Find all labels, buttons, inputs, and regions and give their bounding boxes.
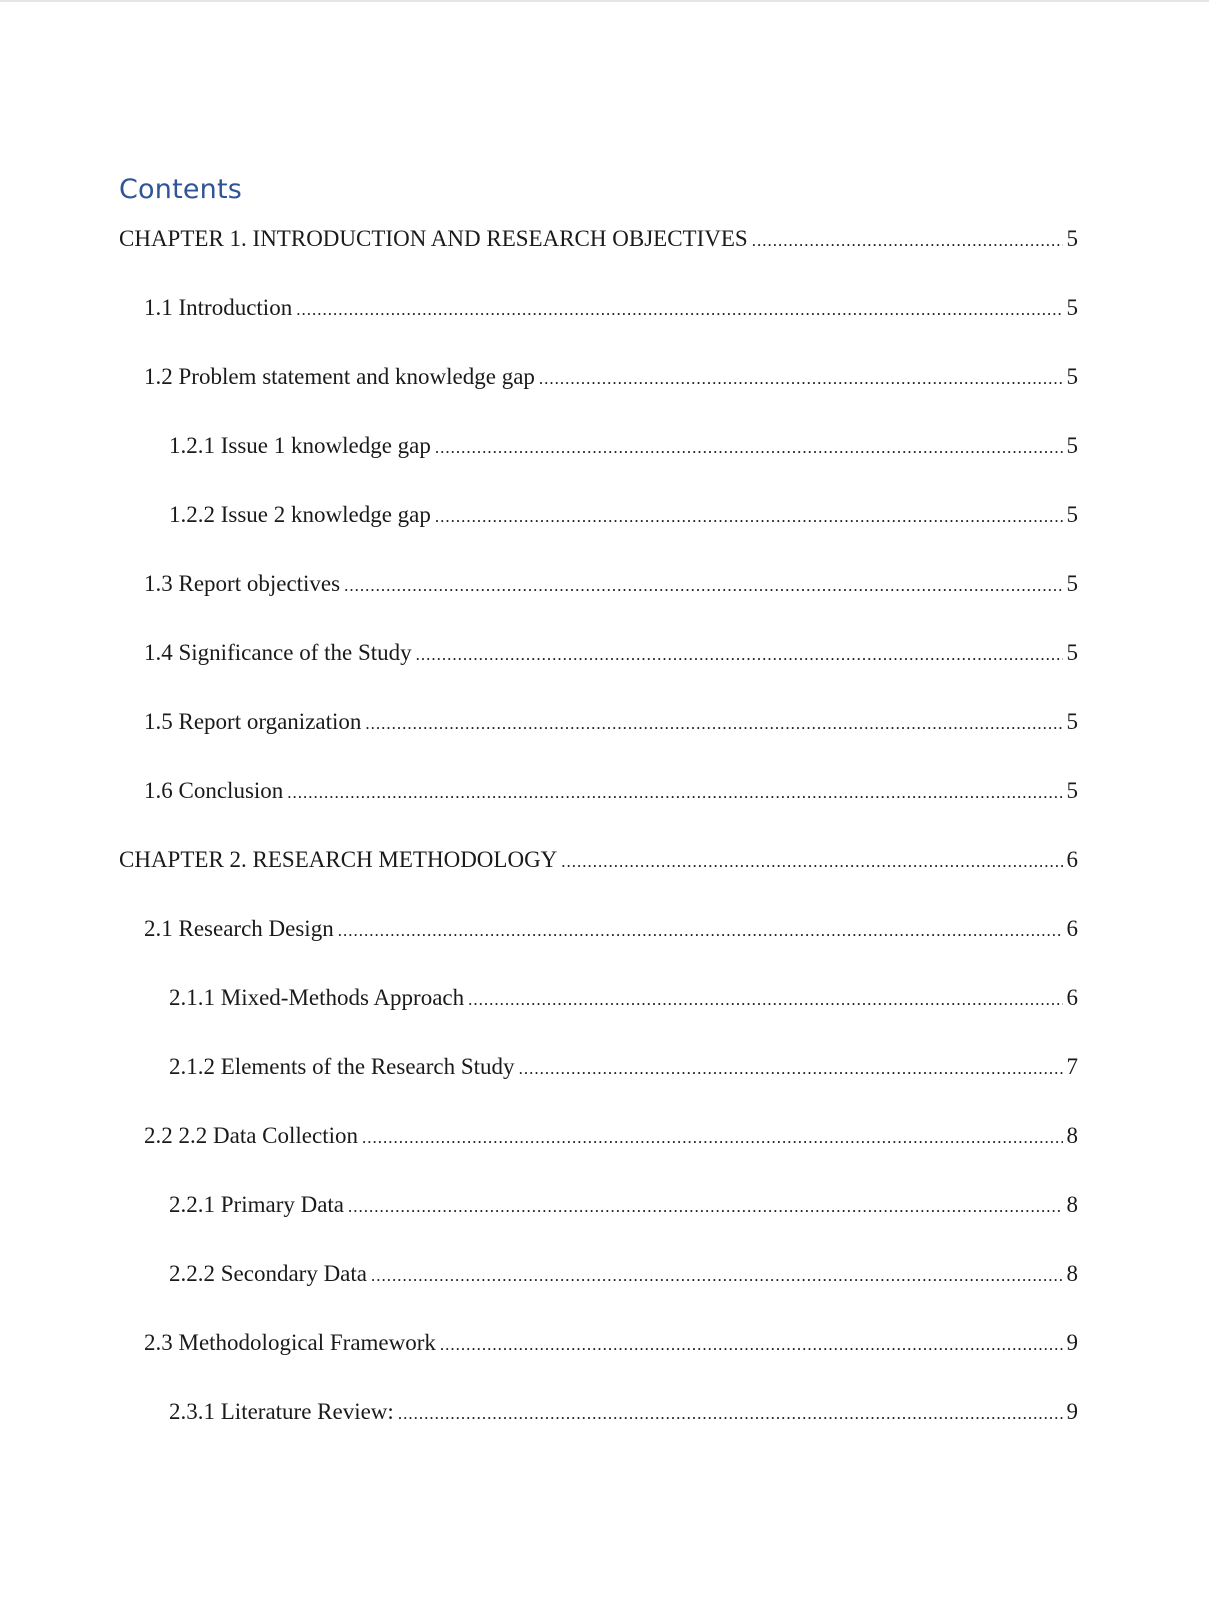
dot-leader	[539, 369, 1063, 389]
dot-leader	[365, 714, 1063, 734]
toc-entry[interactable]	[119, 226, 1078, 295]
toc-entry-page-number: 5	[1066, 226, 1078, 251]
toc-entry[interactable]	[119, 364, 1078, 433]
toc-entry[interactable]	[119, 778, 1078, 847]
dot-leader	[752, 231, 1063, 251]
dot-leader	[435, 438, 1063, 458]
dot-leader	[287, 783, 1063, 803]
toc-entry[interactable]	[119, 1330, 1078, 1399]
toc-entry[interactable]	[119, 640, 1078, 709]
table-of-contents	[119, 226, 1078, 1468]
toc-entry-page-number: 7	[1066, 1054, 1078, 1079]
toc-entry-page-number: 6	[1066, 985, 1078, 1010]
toc-entry-title: 2.1 Research Design	[144, 916, 334, 941]
toc-entry[interactable]	[119, 709, 1078, 778]
toc-entry-title: 2.2.2 Secondary Data	[169, 1261, 367, 1286]
toc-entry-page-number: 6	[1066, 916, 1078, 941]
dot-leader	[416, 645, 1063, 665]
toc-entry[interactable]	[119, 433, 1078, 502]
toc-entry-page-number: 5	[1066, 364, 1078, 389]
toc-entry[interactable]	[119, 502, 1078, 571]
toc-entry-page-number: 6	[1066, 847, 1078, 872]
toc-entry-title: 2.3.1 Literature Review:	[169, 1399, 394, 1424]
toc-entry-page-number: 5	[1066, 433, 1078, 458]
toc-heading: Contents	[119, 174, 243, 205]
dot-leader	[398, 1404, 1063, 1424]
toc-entry-page-number: 8	[1066, 1192, 1078, 1217]
toc-entry-page-number: 5	[1066, 571, 1078, 596]
toc-entry[interactable]	[119, 571, 1078, 640]
toc-entry-title: 1.2 Problem statement and knowledge gap	[144, 364, 535, 389]
dot-leader	[561, 852, 1063, 872]
dot-leader	[435, 507, 1063, 527]
toc-entry-title: 2.2.1 Primary Data	[169, 1192, 345, 1217]
dot-leader	[348, 1197, 1063, 1217]
dot-leader	[362, 1128, 1063, 1148]
toc-entry[interactable]	[119, 847, 1078, 916]
toc-entry-page-number: 5	[1066, 709, 1078, 734]
toc-entry-page-number: 8	[1066, 1123, 1078, 1148]
toc-entry-page-number: 5	[1066, 640, 1078, 665]
toc-entry[interactable]	[119, 1261, 1078, 1330]
toc-entry[interactable]	[119, 1054, 1078, 1123]
toc-entry-title: 2.1.1 Mixed-Methods Approach	[169, 985, 465, 1010]
toc-entry[interactable]	[119, 1192, 1078, 1261]
dot-leader	[338, 921, 1063, 941]
toc-entry-title: 1.6 Conclusion	[144, 778, 284, 803]
dot-leader	[296, 300, 1063, 320]
toc-entry[interactable]	[119, 1399, 1078, 1468]
toc-entry-page-number: 5	[1066, 778, 1078, 803]
dot-leader	[468, 990, 1063, 1010]
dot-leader	[344, 576, 1063, 596]
toc-entry-title: 1.5 Report organization	[144, 709, 362, 734]
toc-entry-title: 1.3 Report objectives	[144, 571, 341, 596]
dot-leader	[519, 1059, 1063, 1079]
toc-entry-page-number: 5	[1066, 502, 1078, 527]
toc-entry-page-number: 9	[1066, 1330, 1078, 1355]
toc-entry-title: 1.2.1 Issue 1 knowledge gap	[169, 433, 431, 458]
toc-entry[interactable]	[119, 295, 1078, 364]
toc-entry[interactable]	[119, 1123, 1078, 1192]
dot-leader	[440, 1335, 1063, 1355]
toc-entry-page-number: 8	[1066, 1261, 1078, 1286]
dot-leader	[371, 1266, 1063, 1286]
toc-entry-title: 1.2.2 Issue 2 knowledge gap	[169, 502, 431, 527]
toc-entry-title: 2.3 Methodological Framework	[144, 1330, 436, 1355]
toc-entry[interactable]	[119, 916, 1078, 985]
toc-entry-title: 2.1.2 Elements of the Research Study	[169, 1054, 515, 1079]
toc-entry-page-number: 5	[1066, 295, 1078, 320]
toc-entry-title: CHAPTER 2. RESEARCH METHODOLOGY	[119, 847, 558, 872]
toc-entry-title: 1.1 Introduction	[144, 295, 293, 320]
toc-entry[interactable]	[119, 985, 1078, 1054]
toc-entry-title: 1.4 Significance of the Study	[144, 640, 412, 665]
toc-entry-title: 2.2 2.2 Data Collection	[144, 1123, 358, 1148]
toc-entry-title: CHAPTER 1. INTRODUCTION AND RESEARCH OBJECTIVES	[119, 226, 748, 251]
toc-entry-page-number: 9	[1066, 1399, 1078, 1424]
